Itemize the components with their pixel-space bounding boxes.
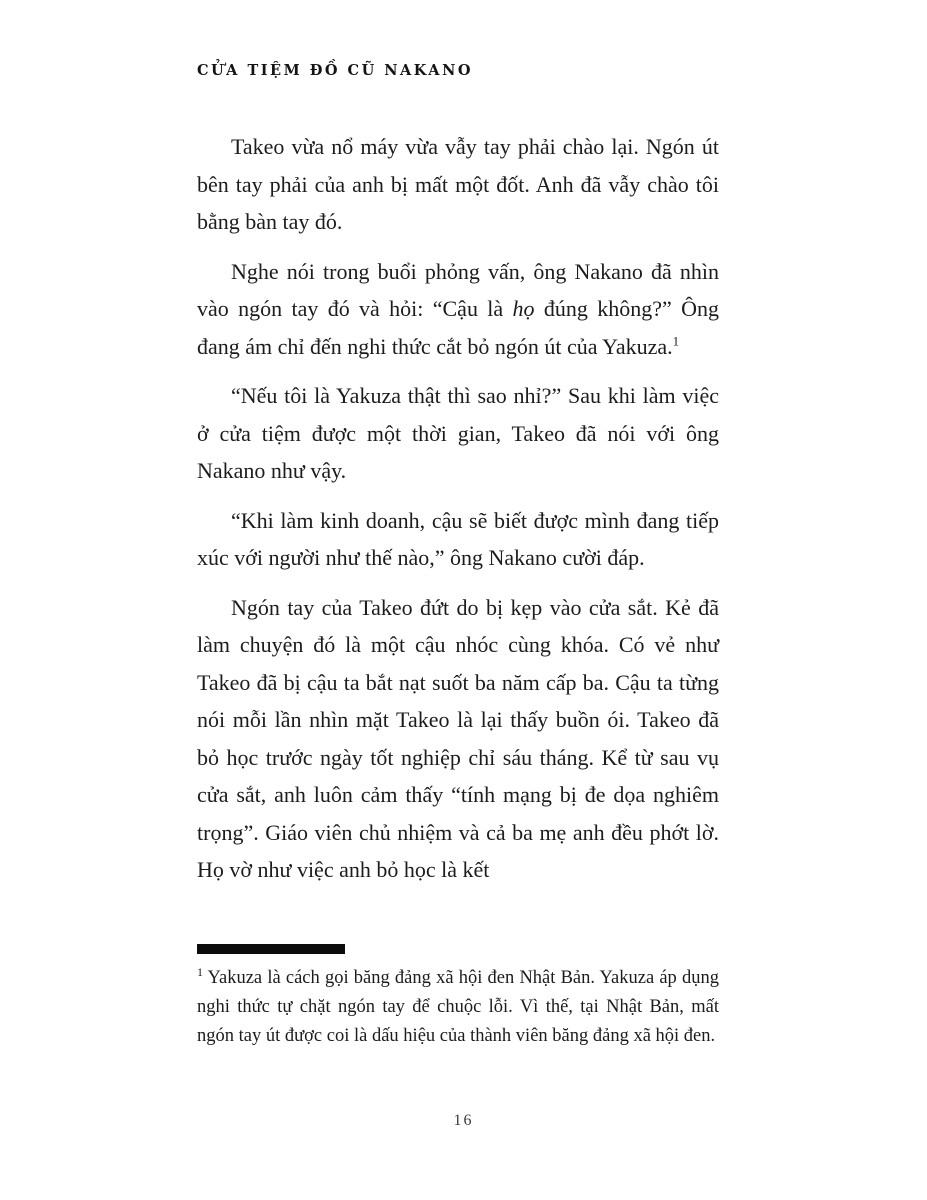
paragraph-2 bbox=[197, 253, 719, 366]
footnote-text: Yakuza là cách gọi băng đảng xã hội đen Nhật Bản. Yakuza áp dụng nghi thức tự chặt ngón tay để chuộc lỗi. Vì thế, tại Nhật Bản, mất ngón tay út được coi là dấu hiệu của thành viên băng đảng xã hội đen. bbox=[197, 968, 719, 1046]
footnote-reference: 1 bbox=[672, 333, 680, 349]
page-number: 16 bbox=[453, 1112, 474, 1129]
paragraph-5: Ngón tay của Takeo đứt do bị kẹp vào cửa sắt. Kẻ đã làm chuyện đó là một cậu nhóc cùng khóa. Có vẻ như Takeo đã bị cậu ta bắt nạt suốt ba năm cấp ba. Cậu ta từng nói mỗi lần nhìn mặt Takeo là lại thấy buồn ói. Takeo đã bỏ học trước ngày tốt nghiệp chỉ sáu tháng. Kể từ sau vụ cửa sắt, anh luôn cảm thấy “tính mạng bị đe dọa nghiêm trọng”. Giáo viên chủ nhiệm và cả ba mẹ anh đều phớt lờ. Họ vờ như việc anh bỏ học là kết bbox=[197, 594, 719, 882]
footnote-separator-bar bbox=[197, 944, 345, 954]
paragraph-2-text-post: đúng không?” Ông đang ám chỉ đến nghi thức cắt bỏ ngón út của Yakuza. bbox=[197, 296, 720, 359]
paragraph-4: “Khi làm kinh doanh, cậu sẽ biết được mình đang tiếp xúc với người như thế nào,” ông Nakano cười đáp. bbox=[197, 507, 719, 570]
paragraph-2-text-pre: Nghe nói trong buổi phỏng vấn, ông Nakano đã nhìn vào ngón tay đó và hỏi: “Cậu là bbox=[197, 258, 719, 321]
running-header: CỬA TIỆM ĐỒ CŨ NAKANO bbox=[197, 62, 473, 79]
text-block bbox=[197, 128, 719, 889]
footnote-marker: 1 bbox=[197, 964, 203, 979]
footnote-area bbox=[197, 944, 719, 1051]
footnote bbox=[197, 964, 719, 1051]
paragraph-3: “Nếu tôi là Yakuza thật thì sao nhỉ?” Sau khi làm việc ở cửa tiệm được một thời gian, Takeo đã nói với ông Nakano như vậy. bbox=[197, 383, 719, 483]
paragraph-1: Takeo vừa nổ máy vừa vẫy tay phải chào lại. Ngón út bên tay phải của anh bị mất một đốt. Anh đã vẫy chào tôi bằng bàn tay đó. bbox=[197, 134, 719, 234]
italic-term: họ bbox=[512, 296, 535, 321]
